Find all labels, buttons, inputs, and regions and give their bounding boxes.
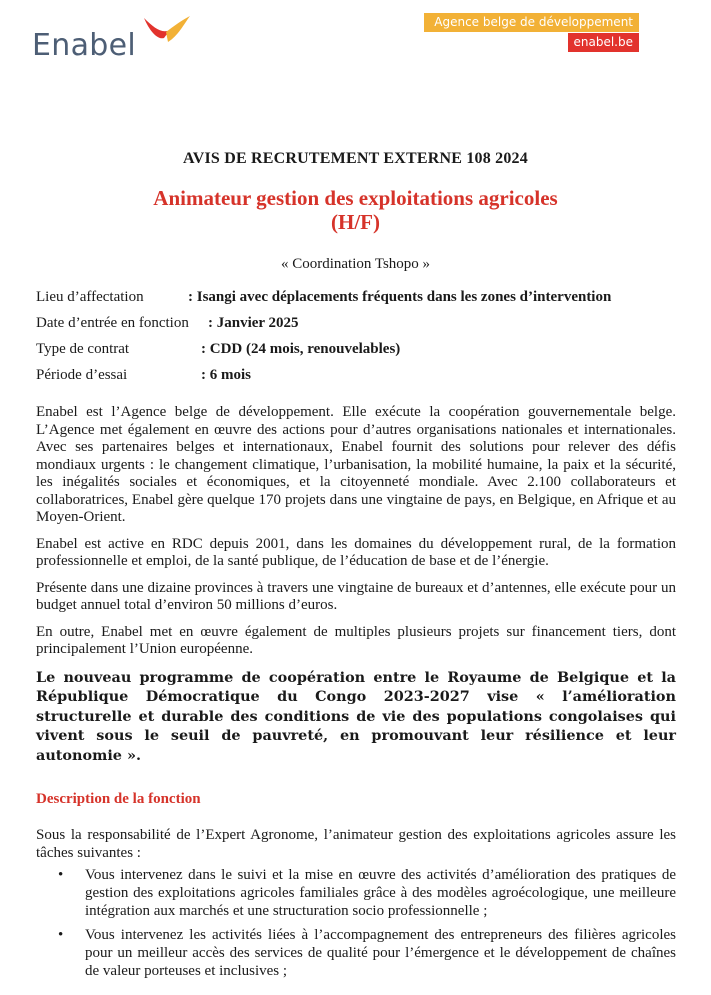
job-title-line-1: Animateur gestion des exploitations agricoles: [153, 186, 558, 210]
paragraph-provinces: Présente dans une dizaine provinces à travers une vingtaine de bureaux et d’antennes, elle exécute pour un budget annuel total d’environ 50 millions d’euros.: [36, 579, 676, 613]
website-banner: enabel.be: [568, 33, 640, 52]
info-value: : Isangi avec déplacements fréquents dans les zones d’intervention: [188, 289, 612, 305]
info-label: Période d’essai: [36, 367, 128, 383]
task-text: Vous intervenez les activités liées à l’accompagnement des entrepreneurs des filières agricoles pour un meilleur accès des services de qualité pour l’émergence et le développement de chaînes de valeur porteuses et inclusives ;: [85, 927, 676, 979]
info-label: Type de contrat: [36, 341, 130, 357]
info-label: Date d’entrée en fonction: [36, 315, 189, 331]
body-text: [36, 404, 676, 765]
logo-swoosh-icon: [140, 14, 192, 50]
task-list: [58, 866, 676, 986]
paragraph-third-party: En outre, Enabel met en œuvre également de multiples plusieurs projets sur financement tiers, dont principalement l’Union européenne.: [36, 623, 676, 657]
section-intro: Sous la responsabilité de l’Expert Agronome, l’animateur gestion des exploitations agricoles assure les tâches suivantes :: [36, 827, 676, 861]
info-value: : 6 mois: [201, 367, 251, 383]
info-value: : CDD (24 mois, renouvelables): [201, 341, 401, 357]
info-value: : Janvier 2025: [208, 315, 299, 331]
task-text: Vous intervenez dans le suivi et la mise en œuvre des activités d’amélioration des pratiques de gestion des exploitations agricoles familiales grâce à des modèles agroécologique, une meilleure intégration aux marchés et une structuration socio professionnelle ;: [85, 867, 676, 919]
notice-title: AVIS DE RECRUTEMENT EXTERNE 108 2024: [183, 150, 528, 167]
agency-tagline-banner: Agence belge de développement: [424, 13, 639, 32]
coordination-subtitle: « Coordination Tshopo »: [280, 256, 431, 272]
bullet: •: [58, 867, 64, 883]
paragraph-programme: Le nouveau programme de coopération entre le Royaume de Belgique et la République Démocratique du Congo 2023-2027 vise « l’amélioration structurelle et durable des conditions de vie des populations congolaises qui vivent sous le seuil de pauvreté, en promouvant leur résilience et leur autonomie ».: [36, 668, 676, 764]
job-title: [0, 186, 711, 234]
list-item: [58, 866, 676, 920]
info-row-contract-type: [36, 341, 401, 358]
paragraph-agency: Enabel est l’Agence belge de développement. Elle exécute la coopération gouvernementale belge. L’Agence met également en œuvre des actions pour d’autres organisations nationales et internationales. Avec ses partenaires belges et internationaux, Enabel fournit des solutions pour relever des défis mondiaux urgents : le changement climatique, l’urbanisation, la mobilité humaine, la paix et la sécurité, les inégalités sociales et économiques, et la citoyenneté mondiale. Avec 2.100 collaborateurs et collaboratrices, Enabel gère quelque 170 projets dans une vingtaine de pays, en Belgique, en Afrique et au Moyen-Orient.: [36, 404, 676, 525]
enabel-logo: [32, 14, 192, 70]
info-row-location: [36, 289, 612, 306]
paragraph-rdc: Enabel est active en RDC depuis 2001, dans les domaines du développement rural, de la formation professionnelle et emploi, de la santé publique, de l’éducation de base et de l’énergie.: [36, 535, 676, 569]
job-title-line-2: (H/F): [331, 210, 380, 234]
list-item: [58, 926, 676, 980]
bullet: •: [58, 927, 64, 943]
info-row-start-date: [36, 315, 299, 332]
info-row-probation: [36, 367, 251, 384]
section-heading-description: Description de la fonction: [36, 791, 201, 807]
logo-wordmark: Enabel: [32, 28, 136, 63]
info-label: Lieu d’affectation: [36, 289, 144, 305]
